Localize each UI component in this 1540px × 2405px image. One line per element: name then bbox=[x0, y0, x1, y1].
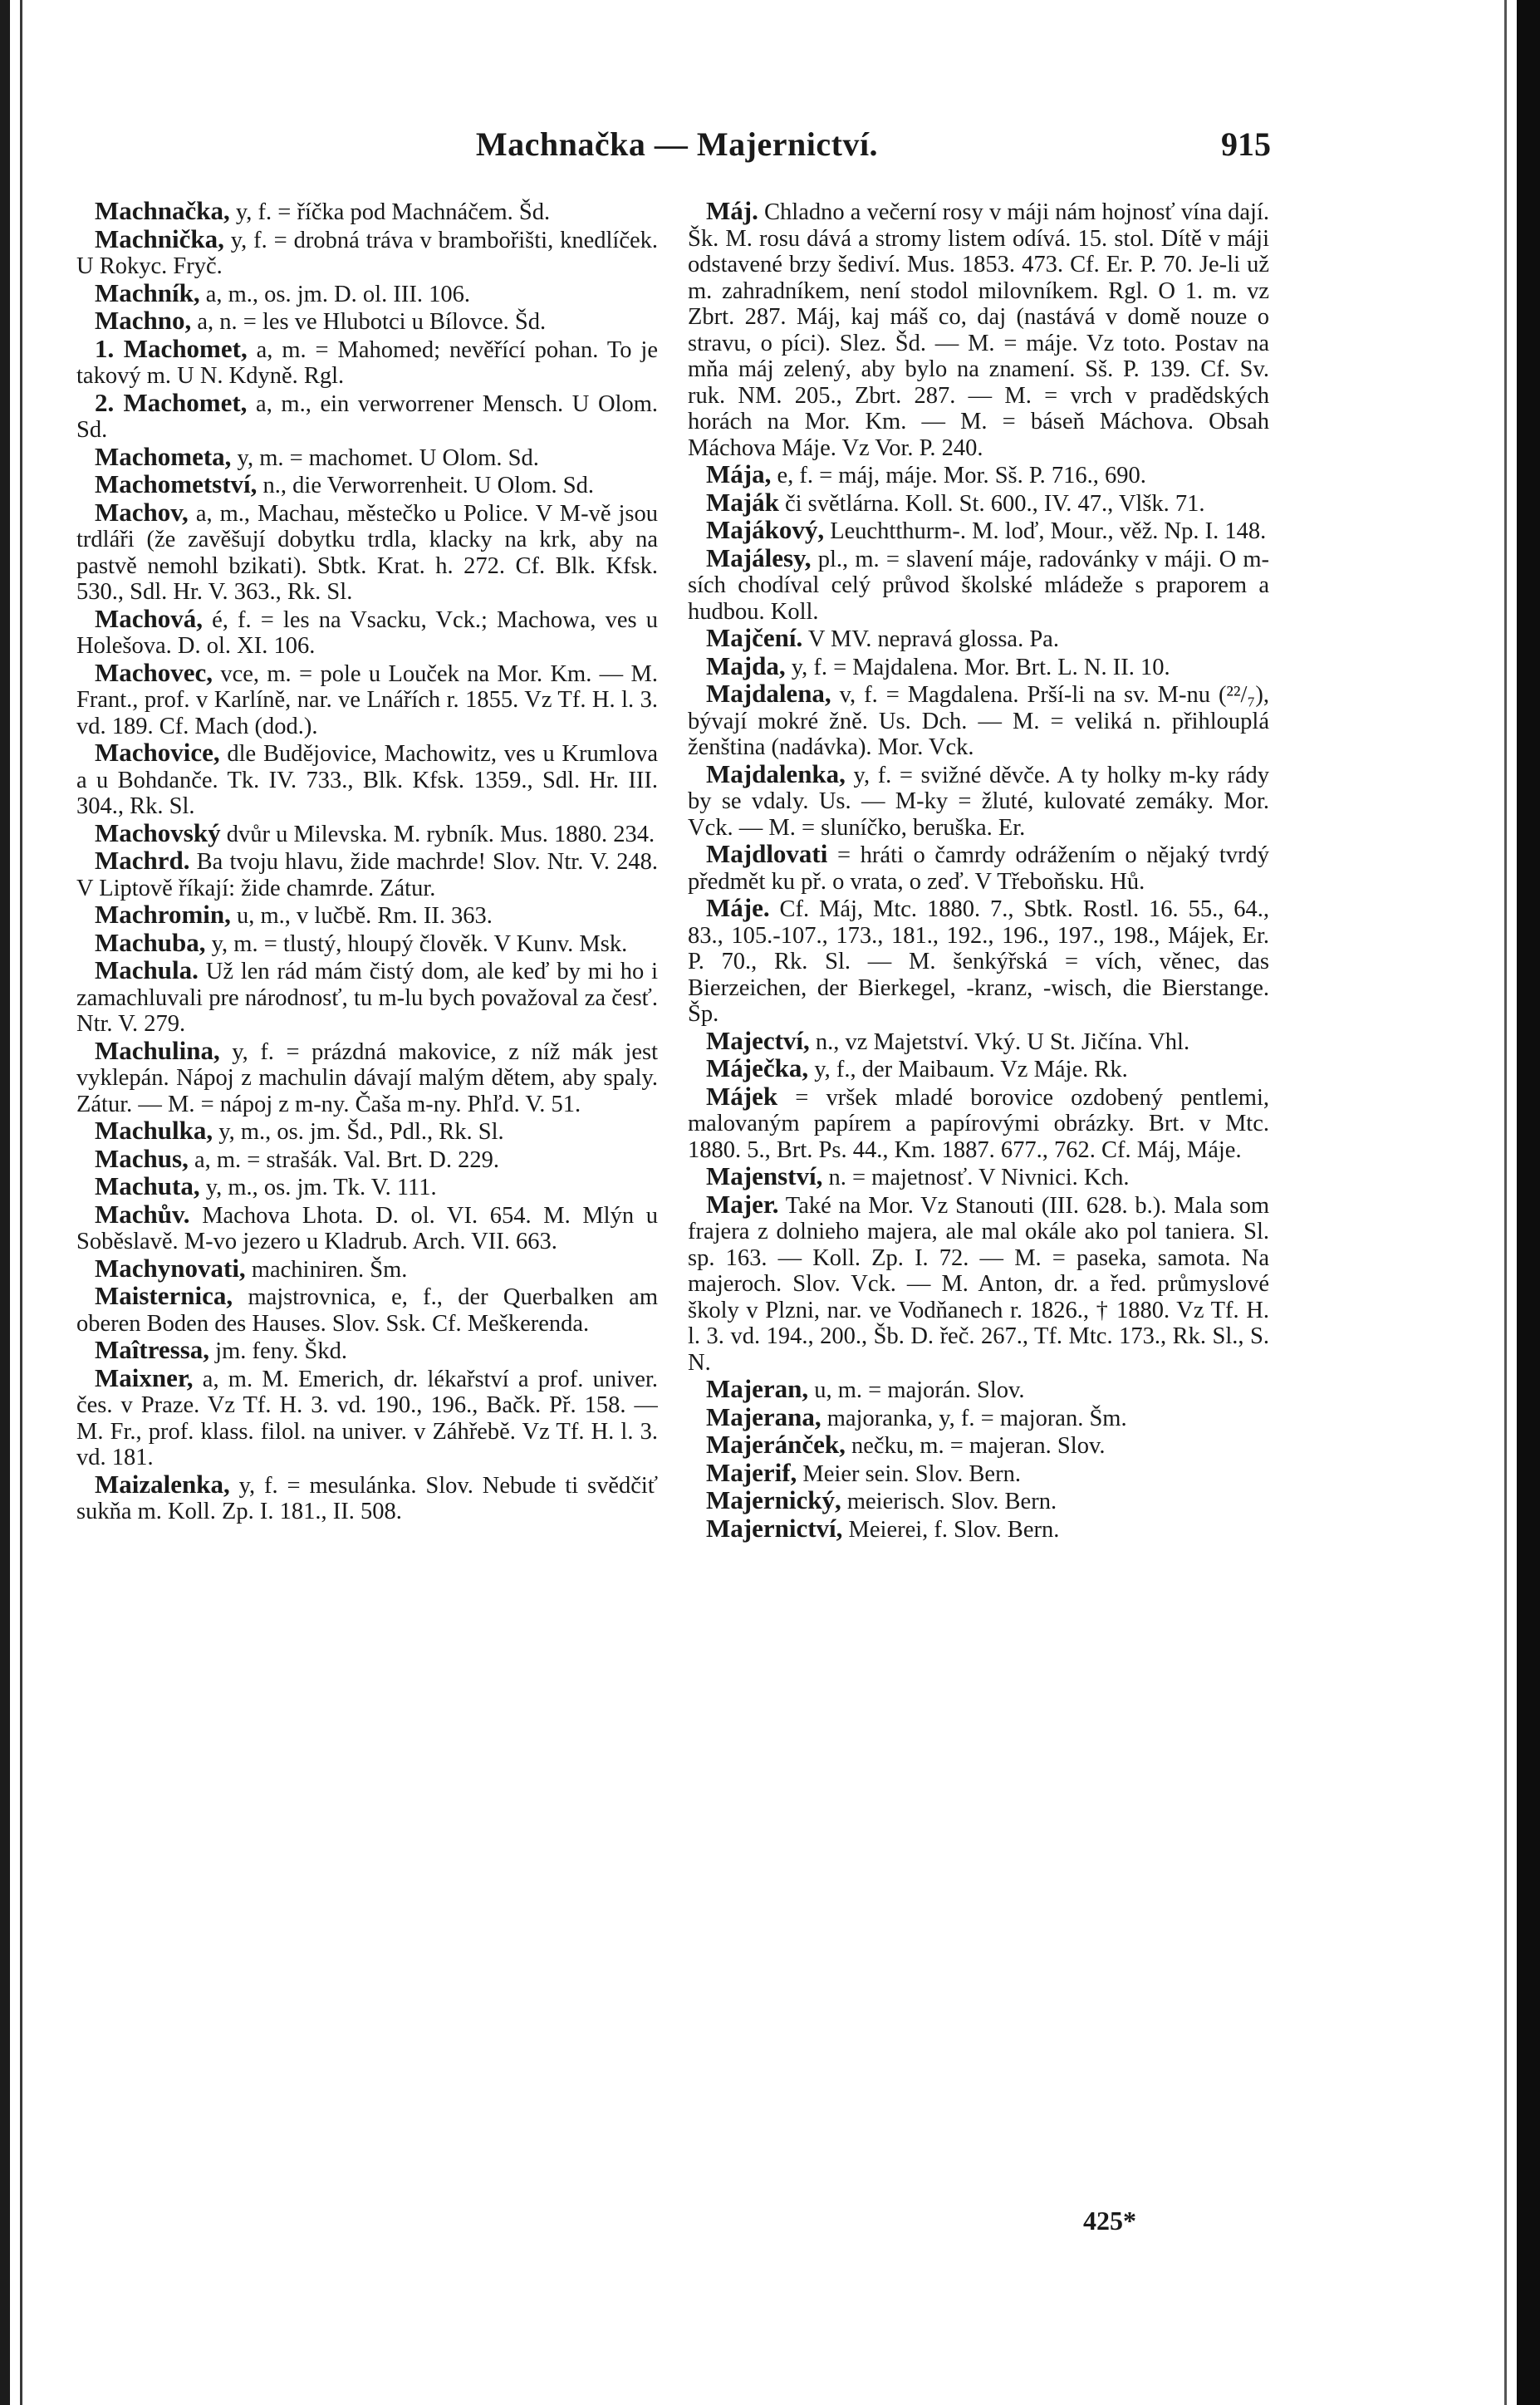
entry-definition: = hráti o čamrdy odrážením o nějaký tvrdý předmět ku př. o vrata, o zeď. V Třeboňsku. Hů. bbox=[688, 842, 1269, 895]
dictionary-entry bbox=[76, 1117, 658, 1146]
entry-definition: n. = majetnosť. V Nivnici. Kch. bbox=[822, 1165, 1130, 1190]
entry-headword: Maizalenka, bbox=[95, 1469, 230, 1499]
dictionary-entry bbox=[688, 680, 1269, 761]
page-number: 915 bbox=[1221, 125, 1271, 163]
dictionary-entry bbox=[688, 1376, 1269, 1404]
entry-headword: Majdalena, bbox=[706, 679, 831, 708]
entry-headword: Majerif, bbox=[706, 1457, 797, 1487]
entry-definition: y, f. = svižné děvče. A ty holky m-ky rády by se vdaly. Us. — M-ky = žluté, kulovaté zemáky. Mor. Vck. — M. = sluníčko, beruška. Er. bbox=[688, 762, 1269, 841]
entry-headword: Machuta, bbox=[95, 1171, 200, 1200]
entry-definition: v, f. = Magdalena. Prší-li na sv. M-nu (²²/₇), bývají mokré žně. Us. Dch. — M. = veliká n. přihlouplá ženština (nadávka). Mor. Vck. bbox=[688, 682, 1269, 760]
entry-headword: Machno, bbox=[95, 306, 192, 335]
dictionary-entry bbox=[688, 461, 1269, 489]
left-column bbox=[76, 198, 658, 2216]
dictionary-entry bbox=[688, 625, 1269, 653]
entry-definition: Ba tvoju hlavu, žide machrde! Slov. Ntr. V. 248. V Liptově říkají: žide chamrde. Zátur. bbox=[76, 849, 658, 901]
entry-headword: Machovec, bbox=[95, 657, 213, 687]
entry-headword: 1. Machomet, bbox=[95, 333, 248, 363]
running-head: Machnačka — Majernictví. bbox=[475, 125, 879, 163]
entry-definition: Machova Lhota. D. ol. VI. 654. M. Mlýn u Soběslavě. M-vo jezero u Kladrub. Arch. VII. 663. bbox=[76, 1202, 658, 1254]
entry-definition: Už len rád mám čistý dom, ale keď by mi ho i zamachluvali pre národnosť, tu m-lu bych považoval za česť. Ntr. V. 279. bbox=[76, 959, 658, 1037]
dictionary-entry bbox=[76, 1471, 658, 1525]
entry-definition: Také na Mor. Vz Stanouti (III. 628. b.). Mala som frajera z dolnieho majera, ale mal okále ako pol taniera. Sl. sp. 163. — Koll. Zp. I. 72. — M. = paseka, samota. Na majeroch. Slov. Vck. — M. Anton, dr. a řed. průmyslové školy v Plzni, nar. ve Vodňanech r. 1826., † 1880. Vz Tf. H. l. 3. vd. 194., 200., Šb. D. řeč. 267., Tf. Mtc. 173., Rk. Sl., S. N. bbox=[688, 1192, 1269, 1376]
entry-headword: Majernictví, bbox=[706, 1513, 843, 1543]
dictionary-entry bbox=[76, 277, 658, 308]
dictionary-entry bbox=[76, 927, 658, 958]
dictionary-entry bbox=[688, 542, 1269, 626]
entry-headword: Majdlovati bbox=[706, 839, 828, 868]
dictionary-entry bbox=[76, 817, 658, 848]
entry-headword: Machovský bbox=[95, 817, 221, 847]
dictionary-entry bbox=[76, 603, 658, 660]
entry-headword: Máječka, bbox=[706, 1053, 809, 1082]
entry-definition: = vršek mladé borovice ozdobený pentlemi, malovaným papírem a papírovými obrázky. Brt. v Mtc. 1880. 5., Brt. Ps. 44., Km. 1887. 677., 762. Cf. Máj, Máje. bbox=[688, 1084, 1269, 1163]
dictionary-entry bbox=[688, 1515, 1269, 1544]
entry-definition: a, m. = Mahomed; nevěřící pohan. To je takový m. U N. Kdyně. Rgl. bbox=[76, 336, 658, 389]
dictionary-entry bbox=[76, 471, 658, 499]
entry-definition: u, m. = majorán. Slov. bbox=[808, 1377, 1025, 1403]
entry-definition: y, f. = Majdalena. Mor. Brt. L. N. II. 10. bbox=[785, 654, 1170, 680]
entry-headword: Machromin, bbox=[95, 900, 231, 929]
dictionary-entry bbox=[688, 1055, 1269, 1083]
dictionary-entry bbox=[688, 1431, 1269, 1460]
entry-headword: Maisternica, bbox=[95, 1281, 233, 1310]
entry-headword: Maják bbox=[706, 487, 779, 517]
entry-definition: y, f. = mesulánka. Slov. Nebude ti svědčiť sukňa m. Koll. Zp. I. 181., II. 508. bbox=[76, 1472, 658, 1524]
entry-definition: y, f., der Maibaum. Vz Máje. Rk. bbox=[808, 1057, 1128, 1082]
dictionary-entry bbox=[76, 847, 658, 901]
scan-edge-line bbox=[20, 0, 22, 2405]
entry-headword: Majdalenka, bbox=[706, 758, 846, 788]
dictionary-entry bbox=[76, 1362, 658, 1471]
dictionary-entry bbox=[688, 198, 1269, 461]
page-header bbox=[83, 125, 1271, 174]
entry-definition: Chladno a večerní rosy v máji nám hojnosť vína dají. Šk. M. rosu dává a stromy listem odívá. 15. stol. Dítě v máji odstavené brzy šediví. Mus. 1853. 473. Cf. Er. P. 70. Je-li už m. zahradníkem, není stodol milovníkem. Rgl. O 1. m. vz Zbrt. 287. Máj, kaj máš co, daj (nastává v domě nouze o stravu, o píci). Slez. Šd. — M. = máje. Vz toto. Postav na mňa máj zelený, aby bylo na znamení. Sš. P. 139. Cf. Sv. ruk. NM. 205., Zbrt. 287. — M. = vrch v pradědských horách na Mor. Km. — M. = báseň Máchova. Obsah Máchova Máje. Vz Vor. P. 240. bbox=[688, 199, 1269, 461]
entry-definition: y, f. = prázdná makovice, z níž mák jest vyklepán. Nápoj z machulin dávají malým dětem, aby spaly. Zátur. — M. = nápoj z m-ny. Čaša m-ny. Phľd. V. 51. bbox=[76, 1038, 658, 1117]
entry-definition: jm. feny. Škd. bbox=[209, 1338, 348, 1364]
entry-definition: u, m., v lučbě. Rm. II. 363. bbox=[230, 903, 493, 929]
entry-definition: Leuchtthurm-. M. loď, Mour., věž. Np. I. 148. bbox=[824, 518, 1267, 544]
dictionary-entry bbox=[688, 650, 1269, 681]
entry-definition: a, m., Machau, městečko u Police. V M-vě jsou trdláři (že zavěšují dobytku trdla, klacky na krk, aby na pastvě nemohl bzikati). Sbtk. Krat. h. 272. Cf. Blk. Kfsk. 530., Sdl. Hr. V. 363., Rk. Sl. bbox=[76, 500, 658, 605]
entry-definition: y, f. = říčka pod Machnáčem. Šd. bbox=[229, 199, 551, 225]
entry-headword: Machus, bbox=[95, 1143, 189, 1173]
entry-headword: Majenství, bbox=[706, 1161, 823, 1190]
entry-definition: dle Budějovice, Machowitz, ves u Krumlova a u Bohdanče. Tk. IV. 733., Blk. Kfsk. 1359., Sdl. Hr. III. 304., Rk. Sl. bbox=[76, 741, 658, 819]
dictionary-entry bbox=[688, 1191, 1269, 1377]
dictionary-entry bbox=[688, 758, 1269, 842]
entry-definition: y, m., os. jm. Tk. V. 111. bbox=[199, 1175, 437, 1200]
dictionary-entry bbox=[688, 841, 1269, 895]
entry-headword: Machometství, bbox=[95, 469, 257, 498]
right-column bbox=[688, 198, 1269, 2216]
entry-headword: Majda, bbox=[706, 650, 786, 680]
entry-headword: Majer. bbox=[706, 1189, 779, 1219]
entry-headword: Machov, bbox=[95, 497, 189, 527]
dictionary-entry bbox=[76, 1337, 658, 1365]
entry-definition: e, f. = máj, máje. Mor. Sš. P. 716., 690. bbox=[771, 463, 1146, 488]
entry-headword: 2. Machomet, bbox=[95, 387, 248, 417]
entry-headword: Machuba, bbox=[95, 927, 206, 957]
entry-definition: é, f. = les na Vsacku, Vck.; Machowa, ves u Holešova. D. ol. XI. 106. bbox=[76, 606, 658, 659]
entry-definition: a, m. = strašák. Val. Brt. D. 229. bbox=[188, 1146, 499, 1173]
entry-definition: a, m., os. jm. D. ol. III. 106. bbox=[199, 281, 470, 307]
dictionary-entry bbox=[688, 1401, 1269, 1432]
dictionary-entry bbox=[688, 1457, 1269, 1488]
entry-headword: Majectví, bbox=[706, 1025, 810, 1055]
dictionary-entry bbox=[76, 657, 658, 740]
entry-headword: Machník, bbox=[95, 277, 200, 307]
entry-definition: n., die Verworrenheit. U Olom. Sd. bbox=[257, 473, 594, 498]
entry-definition: Meierei, f. Slov. Bern. bbox=[842, 1516, 1060, 1543]
entry-definition: machiniren. Šm. bbox=[245, 1256, 408, 1283]
entry-definition: majstrovnica, e, f., der Querbalken am oberen Boden des Hauses. Slov. Ssk. Cf. Meškerenda. bbox=[76, 1284, 658, 1337]
entry-headword: Machovice, bbox=[95, 738, 220, 767]
entry-headword: Máje. bbox=[706, 893, 770, 922]
entry-headword: Májek bbox=[706, 1081, 778, 1111]
dictionary-entry bbox=[76, 387, 658, 444]
dictionary-entry bbox=[76, 499, 658, 606]
entry-definition: y, m. = machomet. U Olom. Sd. bbox=[231, 444, 539, 471]
dictionary-entry bbox=[76, 307, 658, 336]
entry-headword: Machula. bbox=[95, 955, 199, 984]
scan-edge-left bbox=[0, 0, 10, 2405]
dictionary-entry bbox=[76, 1035, 658, 1118]
entry-definition: Cf. Máj, Mtc. 1880. 7., Sbtk. Rostl. 16. 55., 64., 83., 105.-107., 173., 181., 192., 196., 197., 198., Májek, Er. P. 70., Rk. Sl. — M. šenkýřská = vích, věnec, das Bierzeichen, der Bierkegel, -kranz, -wisch, die Bierstange. Šp. bbox=[688, 896, 1269, 1027]
dictionary-entry bbox=[76, 901, 658, 930]
scan-edge-line bbox=[1504, 0, 1507, 2405]
entry-headword: Majerana, bbox=[706, 1401, 821, 1431]
dictionary-entry bbox=[688, 489, 1269, 518]
entry-definition: meierisch. Slov. Bern. bbox=[841, 1489, 1057, 1514]
entry-headword: Machnička, bbox=[95, 223, 224, 253]
entry-headword: Machometa, bbox=[95, 441, 232, 471]
entry-headword: Majernický, bbox=[706, 1485, 841, 1514]
entry-headword: Machynovati, bbox=[95, 1253, 246, 1283]
entry-definition: majoranka, y, f. = majoran. Šm. bbox=[821, 1405, 1127, 1431]
entry-headword: Machův. bbox=[95, 1199, 190, 1229]
entry-definition: či světlárna. Koll. St. 600., IV. 47., Vlšk. 71. bbox=[778, 490, 1205, 517]
entry-definition: V MV. nepravá glossa. Pa. bbox=[802, 626, 1059, 652]
dictionary-entry bbox=[76, 1255, 658, 1283]
dictionary-entry bbox=[76, 1173, 658, 1201]
dictionary-entry bbox=[688, 895, 1269, 1028]
dictionary-entry bbox=[76, 739, 658, 820]
entry-headword: Maîtressa, bbox=[95, 1335, 210, 1364]
dictionary-entry bbox=[76, 333, 658, 390]
entry-headword: Máj. bbox=[706, 198, 758, 225]
entry-headword: Majeran, bbox=[706, 1374, 809, 1403]
entry-definition: vce, m. = pole u Louček na Mor. Km. — M. Frant., prof. v Karlíně, nar. ve Lnářích r. 1855. Vz Tf. H. l. 3. vd. 189. Cf. Mach (dod.). bbox=[76, 660, 658, 739]
entry-headword: Majčení. bbox=[706, 623, 803, 652]
entry-headword: Machulka, bbox=[95, 1116, 213, 1145]
entry-headword: Majálesy, bbox=[706, 542, 812, 572]
dictionary-entry bbox=[688, 1083, 1269, 1164]
scan-edge-right bbox=[1517, 0, 1540, 2405]
entry-headword: Machová, bbox=[95, 603, 204, 633]
entry-headword: Majeránček, bbox=[706, 1430, 846, 1459]
entry-definition: a, n. = les ve Hlubotci u Bílovce. Šd. bbox=[191, 309, 547, 335]
signature-mark: 425* bbox=[1083, 2206, 1136, 2236]
entry-headword: Machrd. bbox=[95, 846, 190, 875]
entry-definition: dvůr u Milevska. M. rybník. Mus. 1880. 234. bbox=[220, 821, 655, 847]
dictionary-entry bbox=[76, 1201, 658, 1255]
dictionary-entry bbox=[76, 223, 658, 280]
dictionary-entry bbox=[688, 1487, 1269, 1515]
entry-headword: Majákový, bbox=[706, 515, 825, 544]
entry-definition: n., vz Majetství. Vký. U St. Jičína. Vhl. bbox=[809, 1028, 1190, 1055]
entry-headword: Mája, bbox=[706, 459, 772, 488]
entry-definition: a, m. M. Emerich, dr. lékařství a prof. univer. čes. v Praze. Vz Tf. H. 3. vd. 190., 196., Bačk. Př. 158. — M. Fr., prof. klass. filol. na univer. v Záhřebě. Vz Tf. H. l. 3. vd. 181. bbox=[76, 1366, 658, 1470]
dictionary-entry bbox=[76, 1143, 658, 1174]
entry-definition: pl., m. = slavení máje, radovánky v máji. O m-sích chodíval celý průvod školské mládeže s praporem a hudbou. Koll. bbox=[688, 546, 1269, 625]
dictionary-entry bbox=[76, 957, 658, 1038]
dictionary-entry bbox=[688, 517, 1269, 545]
entry-definition: nečku, m. = majeran. Slov. bbox=[845, 1433, 1106, 1459]
dictionary-entry bbox=[76, 1283, 658, 1337]
entry-definition: Meier sein. Slov. Bern. bbox=[797, 1460, 1021, 1487]
dictionary-entry bbox=[76, 441, 658, 472]
entry-headword: Machulina, bbox=[95, 1035, 220, 1065]
dictionary-entry bbox=[688, 1163, 1269, 1191]
entry-headword: Machnačka, bbox=[95, 198, 230, 225]
entry-definition: y, f. = drobná tráva v brambořišti, knedlíček. U Rokyc. Fryč. bbox=[76, 227, 658, 279]
entry-definition: y, m. = tlustý, hloupý člověk. V Kunv. Msk. bbox=[205, 930, 628, 957]
dictionary-entry bbox=[76, 198, 658, 226]
dictionary-entry bbox=[688, 1025, 1269, 1056]
entry-headword: Maixner, bbox=[95, 1362, 194, 1392]
entry-definition: a, m., ein verworrener Mensch. U Olom. Sd. bbox=[76, 390, 658, 443]
entry-definition: y, m., os. jm. Šd., Pdl., Rk. Sl. bbox=[213, 1119, 504, 1145]
